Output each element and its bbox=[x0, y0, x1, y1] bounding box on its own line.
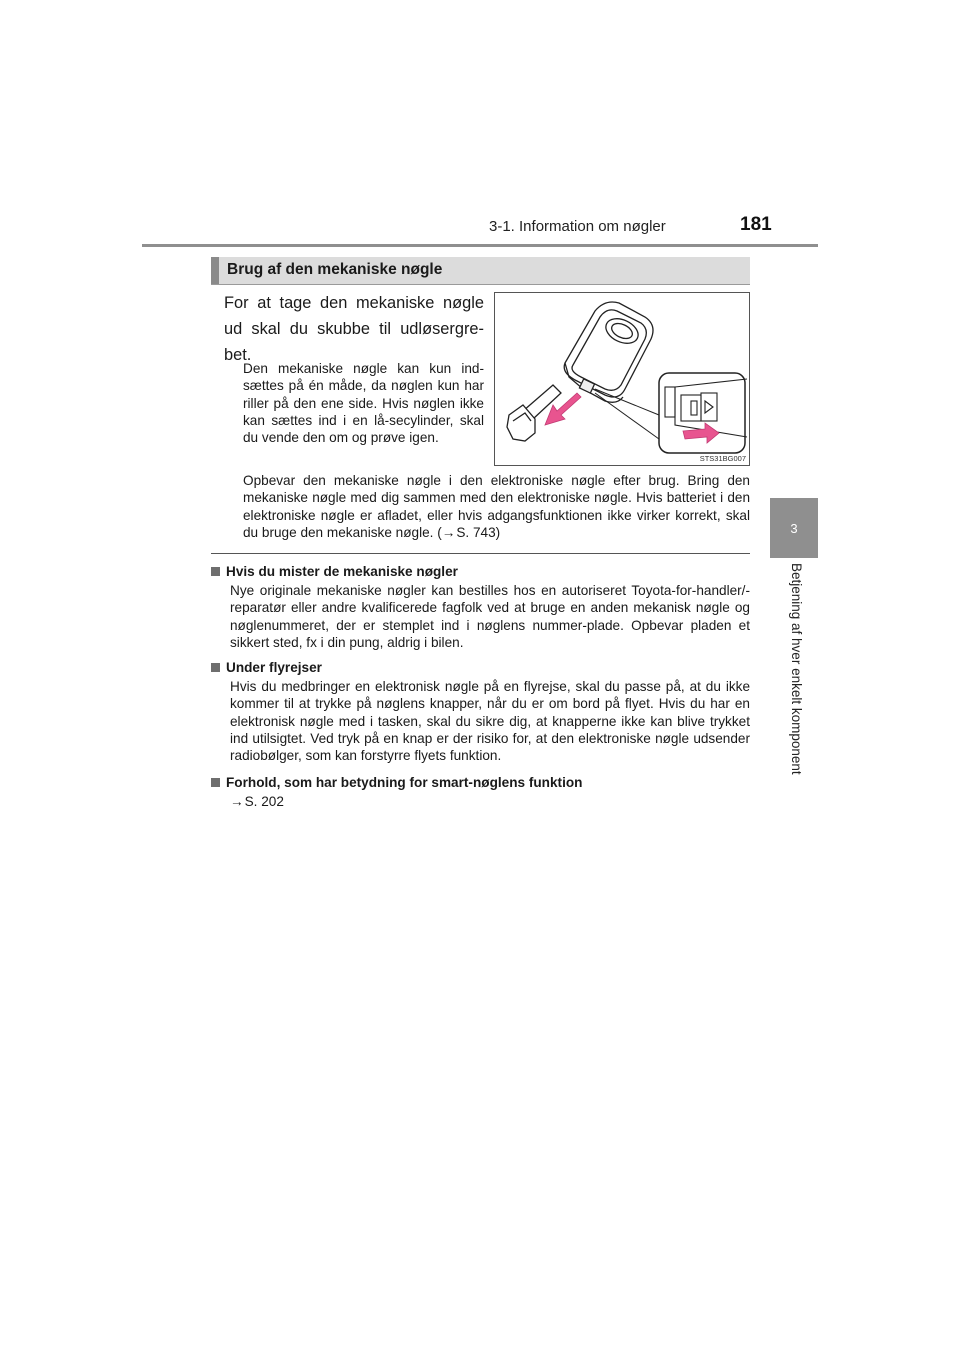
section-header-accent bbox=[211, 257, 219, 284]
storage-paragraph bbox=[243, 472, 750, 541]
topic-body: Nye originale mekaniske nøgler kan bestilles hos en autoriseret Toyota-for-handler/-reparatør eller andre kvalificerede fagfolk ved at bruge en anden mekanisk nøgle og nøglenummeret, der er stemplet ind i nøglens nummer-plade. Opbevar pladen et sikkert sted, fx i din pung, aldrig i bilen. bbox=[230, 583, 750, 650]
storage-text: Opbevar den mekaniske nøgle i den elektroniske nøgle efter brug. Bring den mekaniske nøgle med dig sammen med den elektroniske nøgle. Hvis batteriet i den elektroniske nøgle er afladet, eller hvis adgangsfunktionen ikke virker korrekt, skal du bruge den mekaniske nøgle. ( bbox=[243, 473, 750, 540]
section-divider bbox=[211, 553, 750, 554]
smart-key-illustration-icon bbox=[495, 293, 749, 465]
topic-smart-key-conditions bbox=[211, 774, 750, 810]
bullet-square-icon bbox=[211, 663, 220, 672]
bullet-square-icon bbox=[211, 567, 220, 576]
topic-body bbox=[230, 793, 750, 810]
topic-title: Forhold, som har betydning for smart-nøglens funktion bbox=[226, 775, 583, 790]
chapter-tab bbox=[770, 498, 818, 558]
topic-title: Hvis du mister de mekaniske nøgler bbox=[226, 564, 458, 579]
header-rule bbox=[142, 244, 818, 247]
reference-arrow-icon: → bbox=[441, 524, 456, 540]
topic-page-reference[interactable]: S. 202 bbox=[244, 794, 284, 809]
figure-code: STS31BG007 bbox=[699, 454, 746, 463]
reference-arrow-icon: → bbox=[230, 794, 244, 809]
chapter-side-label bbox=[786, 563, 806, 803]
chapter-side-label-text: Betjening af hver enkelt komponent bbox=[789, 563, 804, 775]
topic-air-travel bbox=[211, 659, 750, 764]
page-number: 181 bbox=[740, 214, 772, 235]
header-section-title: 3-1. Information om nøgler bbox=[489, 218, 666, 235]
note-paragraph: Den mekaniske nøgle kan kun ind-sættes på én måde, da nøglen kun har riller på den ene side. Hvis nøglen ikke kan sættes ind i en lå-secylinder, skal du vende den om og prøve igen. bbox=[243, 361, 484, 446]
section-header bbox=[211, 257, 750, 284]
bullet-square-icon bbox=[211, 778, 220, 787]
topic-lost-keys bbox=[211, 563, 750, 651]
chapter-tab-number: 3 bbox=[790, 520, 798, 536]
storage-page-reference[interactable]: S. 743) bbox=[456, 524, 501, 540]
section-underline bbox=[211, 284, 750, 285]
topic-body: Hvis du medbringer en elektronisk nøgle på en flyrejse, skal du passe på, at du ikke kommer til at trykke på nøglens knapper, når du er om bord på flyet. Hvis du har en elektronisk nøgle med i tasken, skal du sikre dig, at knapperne ikke kan blive trykket ind utilsigtet. Ved tryk på en knap er der risiko for, at den elektroniske nøgle udsender radiobølger, som kan forstyrre flyets funktion. bbox=[230, 679, 750, 764]
figure-frame bbox=[494, 292, 750, 466]
intro-paragraph: For at tage den mekaniske nøgle ud skal du skubbe til udløsergre-bet. bbox=[224, 294, 484, 364]
section-title: Brug af den mekaniske nøgle bbox=[227, 261, 443, 278]
topic-title: Under flyrejser bbox=[226, 660, 322, 675]
